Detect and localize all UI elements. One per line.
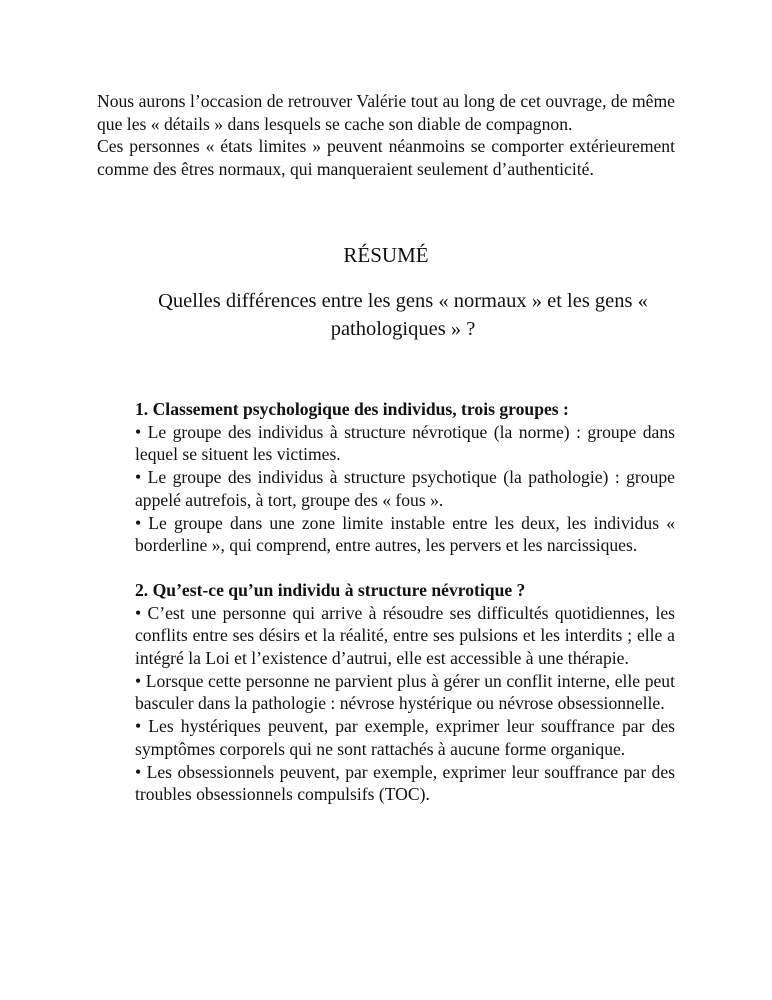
bullet-list	[135, 602, 675, 806]
list-item: • Les hystériques peuvent, par exemple, exprimer leur souffrance par des symptômes corporels qui ne sont rattachés à aucune forme organique.	[135, 716, 675, 759]
section-1	[135, 398, 675, 557]
section-2	[135, 579, 675, 806]
section-heading: 2. Qu’est-ce qu’un individu à structure névrotique ?	[135, 579, 526, 600]
summary-sections	[135, 398, 675, 806]
list-item: • Lorsque cette personne ne parvient plus à gérer un conflit interne, elle peut basculer dans la pathologie : névrose hystérique ou névrose obsessionnelle.	[135, 670, 675, 714]
summary-title: RÉSUMÉ	[343, 243, 429, 267]
list-item: • Les obsessionnels peuvent, par exemple, exprimer leur souffrance par des troubles obsessionnels compulsifs (TOC).	[135, 761, 675, 805]
bullet-list	[135, 421, 675, 557]
intro-paragraph-1: Nous aurons l’occasion de retrouver Valérie tout au long de cet ouvrage, de même que les « détails » dans lesquels se cache son diable de compagnon.	[97, 91, 675, 134]
intro-text	[97, 90, 675, 180]
list-item: • C’est une personne qui arrive à résoudre ses difficultés quotidiennes, les conflits entre ses désirs et la réalité, entre ses pulsions et les interdits ; elle a intégré la Loi et l’existence d’autrui, elle est accessible à une thérapie.	[135, 602, 675, 669]
list-item: • Le groupe dans une zone limite instable entre les deux, les individus « borderline », qui comprend, entre autres, les pervers et les narcissiques.	[135, 512, 675, 556]
section-heading: 1. Classement psychologique des individus, trois groupes :	[135, 399, 569, 419]
summary-subtitle: Quelles différences entre les gens « normaux » et les gens « pathologiques » ?	[158, 290, 648, 340]
list-item: • Le groupe des individus à structure névrotique (la norme) : groupe dans lequel se situent les victimes.	[135, 421, 675, 465]
intro-paragraph-2: Ces personnes « états limites » peuvent néanmoins se comporter extérieurement comme des êtres normaux, qui manqueraient seulement d’authenticité.	[97, 136, 675, 179]
list-item: • Le groupe des individus à structure psychotique (la pathologie) : groupe appelé autrefois, à tort, groupe des « fous ».	[135, 467, 675, 510]
